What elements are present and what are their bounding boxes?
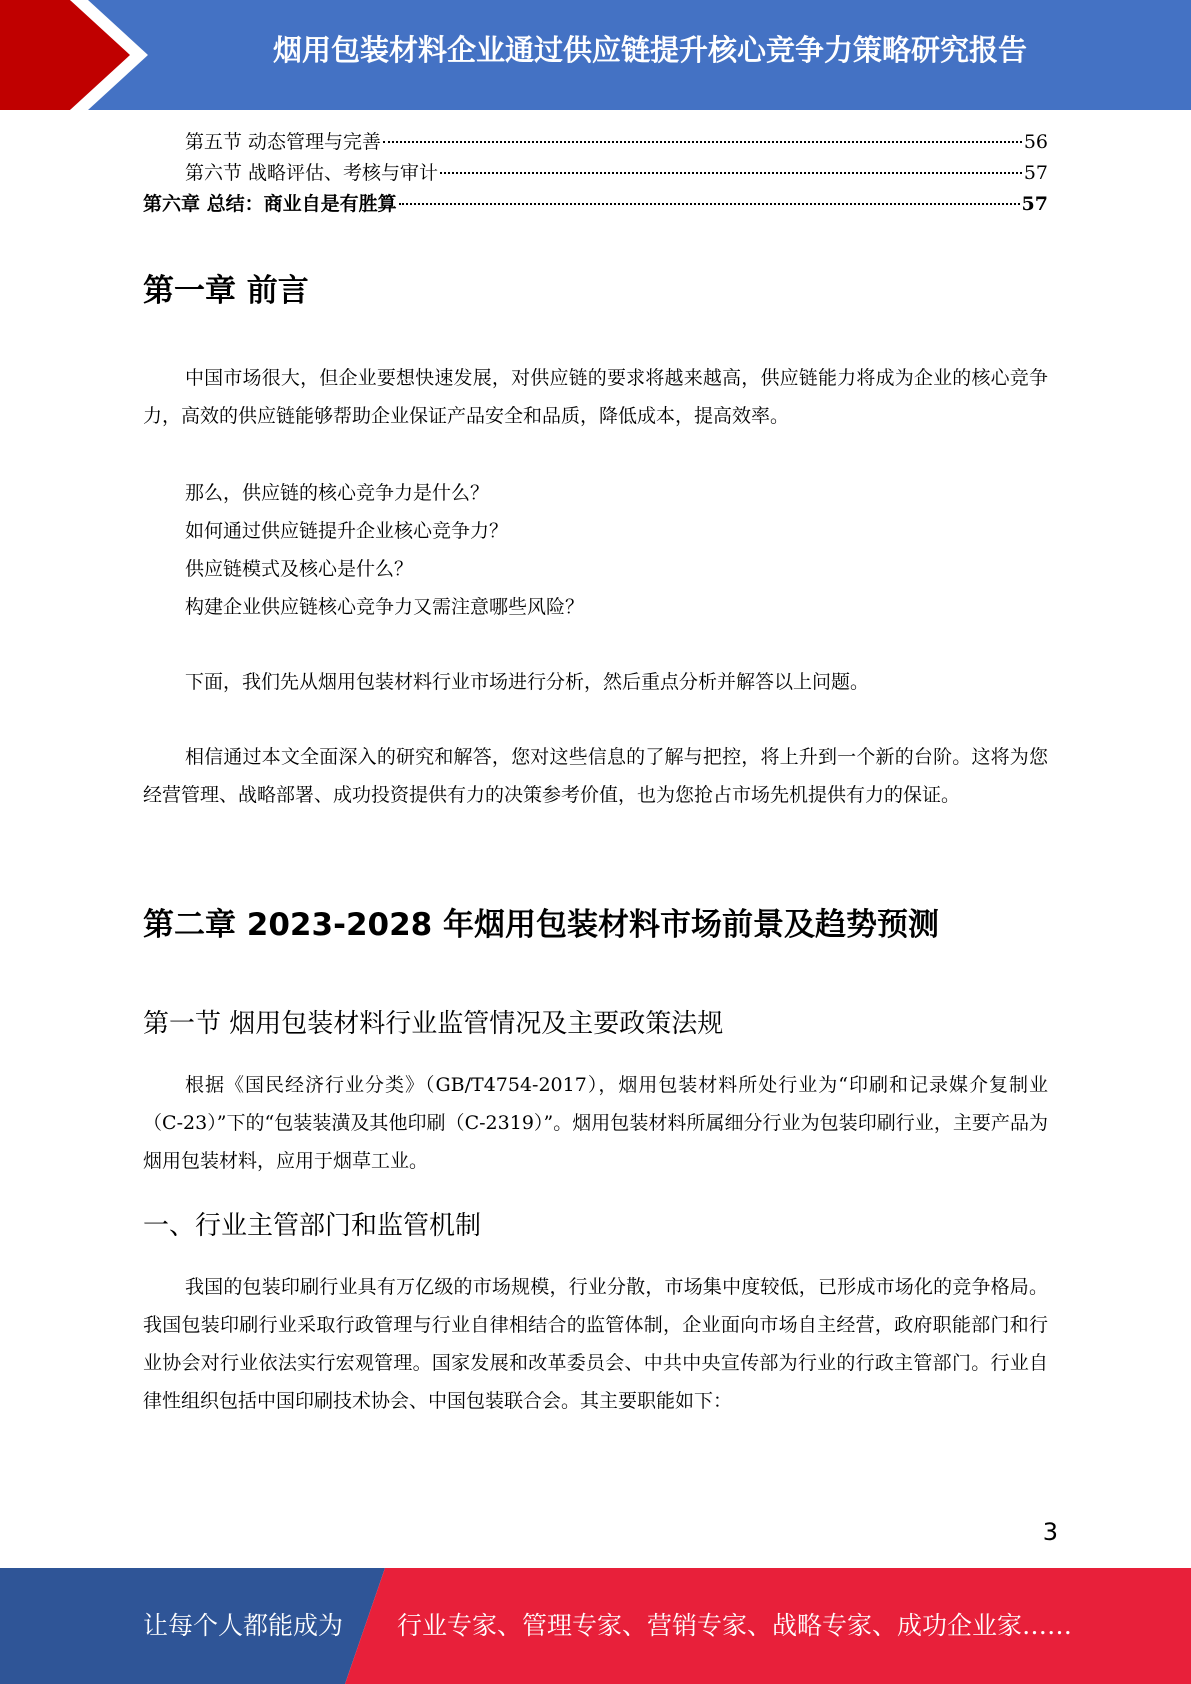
chapter-1-title: 第一章 前言 — [143, 273, 309, 309]
toc-entry-page: 57 — [1021, 193, 1048, 215]
footer-slogan-left: 让每个人都能成为 — [143, 1611, 344, 1640]
subsection-1-paragraph: 我国的包装印刷行业具有万亿级的市场规模，行业分散，市场集中度较低，已形成市场化的竞争格局。我国包装印刷行业采取行政管理与行业自律相结合的监管体制，企业面向市场自主经营，政府职能部门和行业协会对行业依法实行宏观管理。国家发展和改革委员会、中共中央宣传部为行业的行政主管部门。行业自律性组织包括中国印刷技术协会、中国包装联合会。其主要职能如下： — [143, 1276, 1048, 1412]
toc-leader-dots — [440, 172, 1022, 174]
chapter-1-paragraph: 中国市场很大，但企业要想快速发展，对供应链的要求将越来越高，供应链能力将成为企业的核心竞争力，高效的供应链能够帮助企业保证产品安全和品质，降低成本，提高效率。 — [143, 367, 1048, 427]
toc-entry[interactable] — [143, 127, 1048, 158]
toc-leader-dots — [383, 141, 1022, 143]
chapter-2-title: 第二章 2023-2028 年烟用包装材料市场前景及趋势预测 — [143, 907, 940, 943]
section-1-title: 第一节 烟用包装材料行业监管情况及主要政策法规 — [143, 1009, 724, 1039]
header-title: 烟用包装材料企业通过供应链提升核心竞争力策略研究报告 — [272, 33, 1027, 67]
toc-entry-page: 56 — [1023, 131, 1048, 153]
section-1-paragraph: 根据《国民经济行业分类》（GB/T4754-2017），烟用包装材料所处行业为“印刷和记录媒介复制业（C-23）”下的“包装装潢及其他印刷（C-2319）”。烟用包装材料所属细分行业为包装印刷行业，主要产品为烟用包装材料，应用于烟草工业。 — [143, 1074, 1048, 1172]
question-list — [185, 474, 584, 626]
toc-entry-page: 57 — [1023, 162, 1048, 184]
page-header — [0, 0, 1191, 110]
chapter-1-paragraph: 相信通过本文全面深入的研究和解答，您对这些信息的了解与把控，将上升到一个新的台阶。这将为您经营管理、战略部署、成功投资提供有力的决策参考价值，也为您抢占市场先机提供有力的保证。 — [143, 746, 1048, 806]
toc-entry-title: 第六章 总结：商业自是有胜算 — [143, 193, 397, 215]
toc-entry[interactable] — [143, 158, 1048, 189]
toc-entry-title: 第六节 战略评估、考核与审计 — [185, 162, 439, 184]
table-of-contents — [143, 127, 1048, 220]
question-item: 那么，供应链的核心竞争力是什么？ — [185, 482, 490, 504]
page-footer — [0, 1568, 1191, 1684]
chapter-1-paragraph: 下面，我们先从烟用包装材料行业市场进行分析，然后重点分析并解答以上问题。 — [185, 671, 870, 693]
toc-entry[interactable] — [143, 189, 1048, 220]
question-item: 如何通过供应链提升企业核心竞争力？ — [185, 520, 509, 542]
subsection-1-title: 一、行业主管部门和监管机制 — [143, 1211, 482, 1241]
footer-slogan-right: 行业专家、管理专家、营销专家、战略专家、成功企业家…… — [397, 1611, 1073, 1640]
question-item: 构建企业供应链核心竞争力又需注意哪些风险？ — [185, 596, 585, 618]
toc-leader-dots — [399, 203, 1020, 205]
question-item: 供应链模式及核心是什么？ — [185, 558, 414, 580]
page-number: 3 — [1042, 1518, 1058, 1546]
toc-entry-title: 第五节 动态管理与完善 — [185, 131, 382, 153]
